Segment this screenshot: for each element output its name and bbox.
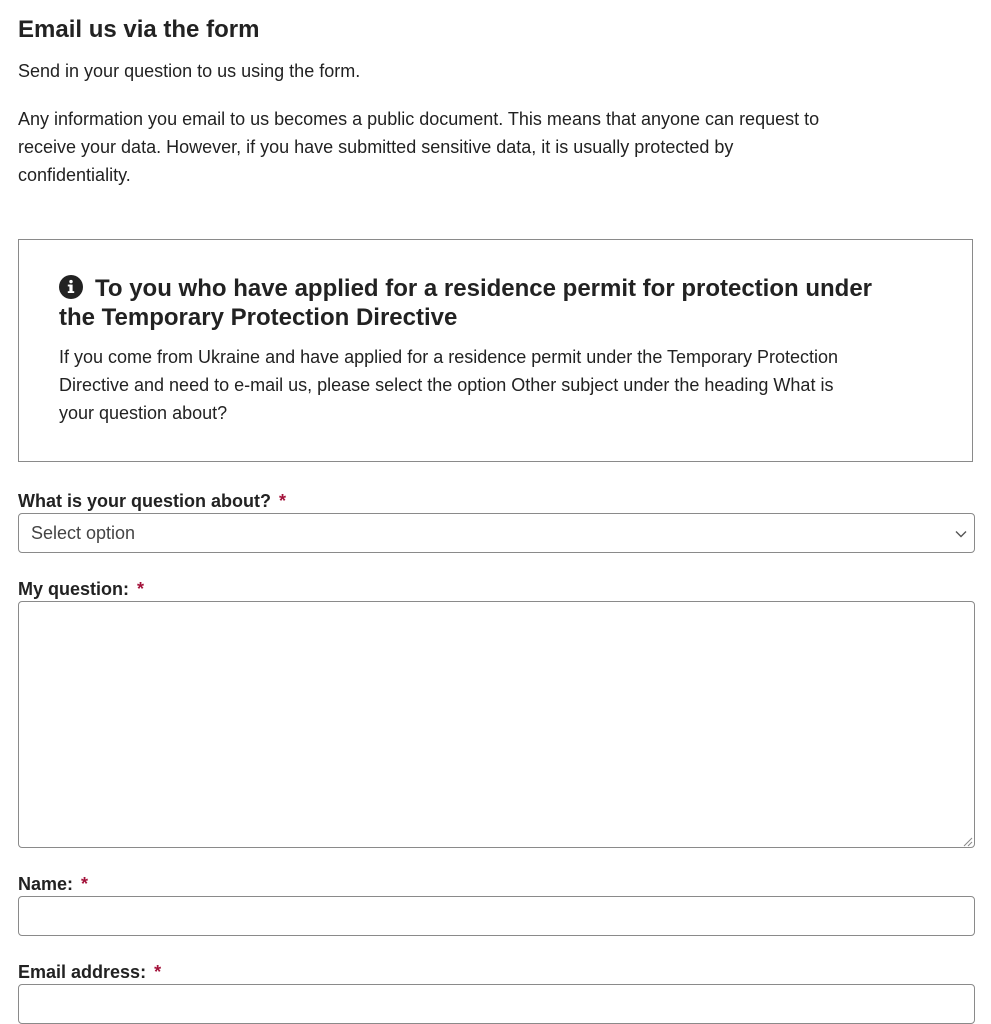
name-label xyxy=(18,872,88,896)
question-about-label xyxy=(18,489,286,513)
required-marker: * xyxy=(279,491,287,511)
info-box-heading-text: To you who have applied for a residence permit for protection under the Temporary Protection Directive xyxy=(59,275,872,331)
info-box-heading xyxy=(59,274,879,332)
required-marker: * xyxy=(81,874,89,894)
required-marker: * xyxy=(137,579,145,599)
public-document-notice: Any information you email to us becomes a public document. This means that anyone can request to receive your data. However, if you have submitted sensitive data, it is usually protected by confidentiality. xyxy=(18,109,820,185)
email-label-text: Email address: xyxy=(18,962,147,982)
chevron-down-icon xyxy=(954,527,968,541)
page-title: Email us via the form xyxy=(18,16,260,43)
my-question-textarea[interactable] xyxy=(18,601,975,848)
my-question-label xyxy=(18,577,144,601)
question-about-label-text: What is your question about? xyxy=(18,491,271,511)
resize-handle-icon[interactable] xyxy=(961,834,973,846)
name-label-text: Name: xyxy=(18,874,74,894)
email-input[interactable] xyxy=(18,984,975,1024)
my-question-label-text: My question: xyxy=(18,579,129,599)
info-box-body: If you come from Ukraine and have applied for a residence permit under the Temporary Protection Directive and need to e-mail us, please select the option Other subject under the heading What is your question about? xyxy=(59,347,839,423)
required-marker: * xyxy=(154,962,162,982)
question-about-selected-value: Select option xyxy=(31,523,136,543)
name-input[interactable] xyxy=(18,896,975,936)
intro-text: Send in your question to us using the form. xyxy=(18,61,361,81)
info-icon xyxy=(59,275,83,299)
email-label xyxy=(18,960,161,984)
question-about-select[interactable] xyxy=(18,513,975,553)
